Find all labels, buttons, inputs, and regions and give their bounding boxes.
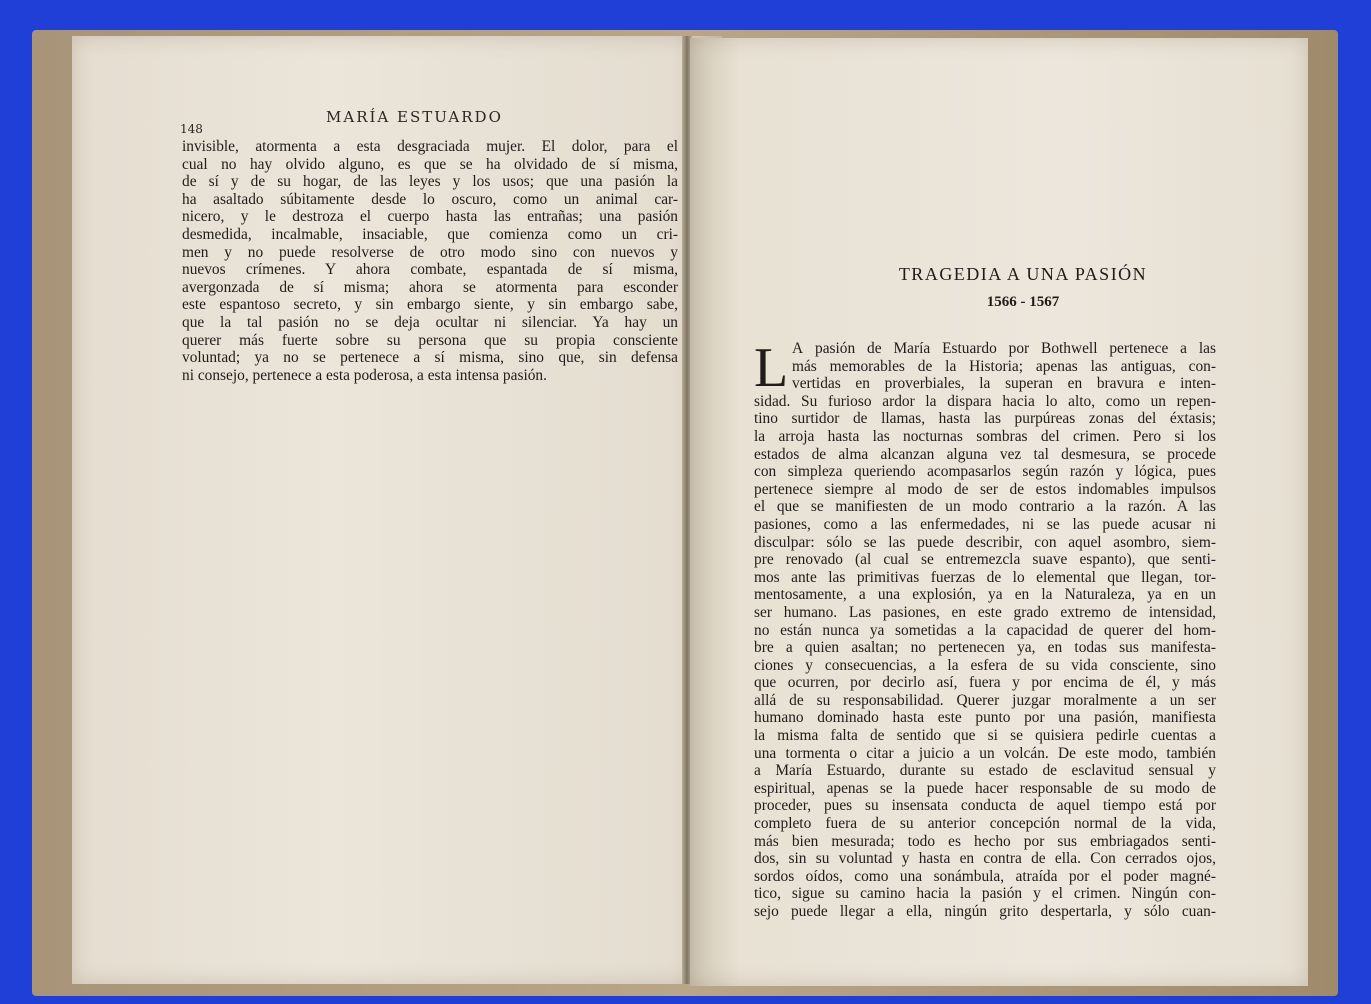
chapter-dates: 1566 - 1567: [986, 294, 1060, 310]
text-line: [754, 340, 1216, 358]
text-line: dos, sin su voluntad y hasta en contra de ella. Con cerrados ojos,: [754, 850, 1216, 868]
text-line: cual no hay olvido alguno, es que se ha olvidado de sí misma,: [182, 155, 678, 173]
text-line: bre a quien asaltan; no pertenecen ya, en todas sus manifesta-: [754, 639, 1216, 657]
text-line: pertenece siempre al modo de ser de estos indomables impulsos: [754, 480, 1216, 498]
text-line: ciones y consecuencias, a la esfera de su vida consciente, sino: [754, 656, 1216, 674]
text-line: nuevos crímenes. Y ahora combate, espantada de sí misma,: [182, 261, 678, 279]
text-line: de sí y de su hogar, de las leyes y los usos; que una pasión la: [182, 173, 678, 191]
right-page: [690, 38, 1308, 986]
text-line: disculpar: sólo se las puede describir, con aquel asombro, siem-: [754, 533, 1216, 551]
text-line: invisible, atormenta a esta desgraciada mujer. El dolor, para el: [182, 138, 678, 155]
text-line: nicero, y le destroza el cuerpo hasta las entrañas; una pasión: [182, 208, 678, 226]
text-line: allá de su responsabilidad. Querer juzgar moralmente a un ser: [754, 691, 1216, 709]
text-line: a María Estuardo, durante su estado de esclavitud sensual y: [754, 762, 1216, 780]
text-line: avergonzada de sí misma; ahora se atormenta para esconder: [182, 278, 678, 296]
text-line: proceder, pues su insensata conducta de aquel tiempo está por: [754, 797, 1216, 815]
text-line: men y no puede resolverse de otro modo sino con nuevos y: [182, 243, 678, 261]
text-line: la arroja hasta las nocturnas sombras del crimen. Pero si los: [754, 427, 1216, 445]
text-line: una tormenta o citar a juicio a un volcán. De este modo, también: [754, 744, 1216, 762]
text-line: mos ante las primitivas fuerzas de lo elemental que llegan, tor-: [754, 568, 1216, 586]
left-page: [72, 36, 722, 984]
text-line: que la tal pasión no se deja ocultar ni silenciar. Ya hay un: [182, 313, 678, 331]
text-line: completo fuera de su anterior concepción normal de la vida,: [754, 815, 1216, 833]
text-line: ha asaltado súbitamente desde lo oscuro, como un animal car-: [182, 190, 678, 208]
text-line: que ocurren, por decirlo así, fuera y por encima de él, y más: [754, 674, 1216, 692]
book: [32, 30, 1338, 996]
left-page-body: [182, 138, 678, 384]
text-line: la misma falta de sentido que si se quisiera pedirle cuentas a: [754, 727, 1216, 745]
text-line: pre renovado (al cual se entremezcla suave espanto), que senti-: [754, 551, 1216, 569]
text-line: tico, sigue su camino hacia la pasión y el crimen. Ningún con-: [754, 885, 1216, 903]
text-line: querer más fuerte sobre su persona que su propia consciente: [182, 331, 678, 349]
text-line: sidad. Su furioso ardor la dispara hacia lo alto, como un repen-: [754, 392, 1216, 410]
text-line: tino surtidor de llamas, hasta las purpúreas zonas del éxtasis;: [754, 410, 1216, 428]
text-line: ni consejo, pertenece a esta poderosa, a esta intensa pasión.: [182, 366, 547, 384]
text-line: ser humano. Las pasiones, en este grado extremo de intensidad,: [754, 603, 1216, 621]
text-line: pasiones, como a las enfermedades, ni se las puede acusar ni: [754, 515, 1216, 533]
text-line: humano dominado hasta este punto por una pasión, manifiesta: [754, 709, 1216, 727]
text-line: más memorables de la Historia; apenas las antiguas, con-: [792, 357, 1216, 375]
text-line: no están nunca ya sometidas a la capacidad de querer del hom-: [754, 621, 1216, 639]
text-line: con simpleza queriendo acompasarlos según razón y lógica, pues: [754, 463, 1216, 481]
text-line: vertidas en proverbiales, la superan en bravura e inten-: [792, 375, 1216, 393]
text-line: sordos oídos, como una sonámbula, atraída por el poder magné-: [754, 867, 1216, 885]
right-page-body: [754, 337, 1216, 921]
text-line: este espantoso secreto, y sin embargo siente, y sin embargo sabe,: [182, 296, 678, 314]
text-line: sejo puede llegar a ella, ningún grito despertarla, y sólo cuan-: [754, 903, 1216, 920]
text-line: estados de alma alcanzan alguna vez tal desmesura, se procede: [754, 445, 1216, 463]
page-number: 148: [180, 122, 203, 136]
text-line: el que se manifiesten de un modo contrario a la razón. A las: [754, 498, 1216, 516]
text-line-content: pasión de María Estuardo por Bothwell pertenece a las: [815, 340, 1216, 357]
text-line: espiritual, apenas se la puede hacer responsable de su modo de: [754, 779, 1216, 797]
text-line: desmedida, incalmable, insaciable, que comienza como un cri-: [182, 225, 678, 243]
drop-cap: L: [754, 337, 789, 399]
chapter-title: TRAGEDIA A UNA PASIÓN: [898, 264, 1148, 284]
first-word-rest: A: [792, 340, 804, 357]
text-line: mentosamente, a una explosión, ya en la Naturaleza, ya en un: [754, 586, 1216, 604]
text-line: voluntad; ya no se pertenece a sí misma, sino que, sin defensa: [182, 349, 678, 367]
running-head: MARÍA ESTUARDO: [326, 108, 503, 126]
text-line: más bien mesurada; todo es hecho por sus embriagados senti-: [754, 832, 1216, 850]
